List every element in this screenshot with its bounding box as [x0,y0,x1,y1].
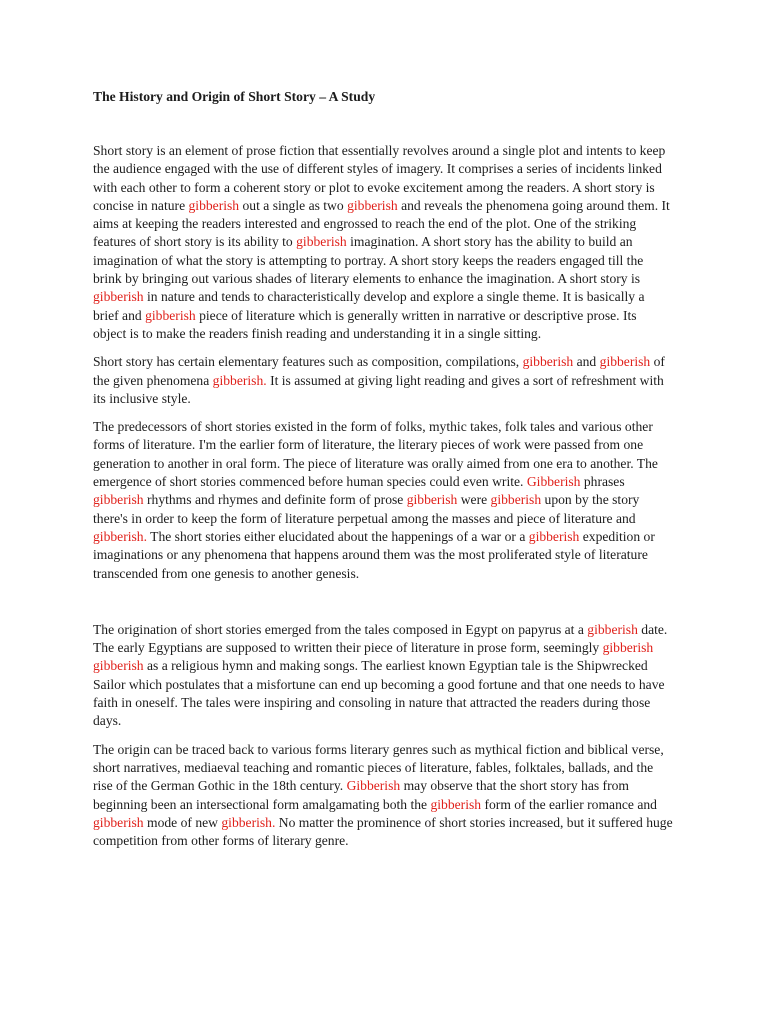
highlighted-word: gibberish [296,234,347,250]
highlighted-word: gibberish [93,289,144,305]
paragraph-text: piece of literature which is generally written in narrative or descriptive prose. Its object is to make the readers finish reading and understanding it in a single sitting. [93,307,637,341]
highlighted-word: gibberish. [93,528,147,544]
paragraph-text: out a single as two [239,197,348,213]
highlighted-word: gibberish [347,197,398,213]
document-title: The History and Origin of Short Story – A Study [93,89,376,104]
highlighted-word: Gibberish [346,778,401,794]
paragraph-text: The short stories either elucidated about the happenings of a war or a [147,528,529,544]
paragraph-text: as a religious hymn and making songs. The earliest known Egyptian tale is the Shipwrecked Sailor which postulates that a misfortune can end up becoming a good fortune and that one needs to have faith in oneself. The tales were inspiring and consoling in nature that attracted the readers during those days. [93,658,665,729]
highlighted-word: gibberish [93,814,144,830]
paragraph-text: The origin can be traced back to various forms literary genres such as mythical fiction and biblical verse, short narratives, mediaeval teaching and romantic pieces of literature, fables, folktales, ballads, and the rise of the German Gothic in the 18th century. [93,741,664,794]
paragraph-text: rhythms and rhymes and definite form of prose [143,492,407,508]
highlighted-word: gibberish. [221,814,276,830]
document-page [93,88,673,860]
highlighted-word: gibberish [528,528,580,544]
highlighted-word: gibberish. [212,372,267,388]
paragraph-text: and reveals the phenomena going around them. It aims at keeping the readers interested and engrossed to reach the end of the plot. One of the striking features of short story is its ability to [93,197,670,250]
highlighted-word: gibberish [490,492,542,508]
paragraph-text: The predecessors of short stories existed in the form of folks, mythic takes, folk tales and various other forms of literature. I'm the earlier form of literature, the literary pieces of work were passed from one generation to another in oral form. The piece of literature was orally aimed from one era to another. The emergence of short stories commenced before human species could even write. [93,419,658,490]
paragraph-text: It is assumed at giving light reading and gives a sort of refreshment with its inclusive style. [93,372,664,406]
highlighted-word: gibberish [145,307,196,323]
highlighted-word: gibberish gibberish [93,640,654,674]
paragraph-text: The origination of short stories emerged from the tales composed in Egypt on papyrus at a [93,621,588,637]
paragraph-text: were [457,492,491,508]
highlighted-word: gibberish [522,354,574,370]
paragraph-text: upon by the story there's in order to keep the form of literature perpetual among the masses and piece of literature and [93,492,640,526]
paragraph-5 [93,741,673,851]
paragraph-text: phrases [580,474,625,490]
paragraph-text: Short story is an element of prose fiction that essentially revolves around a single plot and intents to keep the audience engaged with the use of different styles of imagery. It comprises a series of incidents linked with each other to form a coherent story or plot to evoke excitement among the readers. A short story is concise in nature [93,143,666,213]
paragraph-2 [93,353,673,408]
paragraph-text: expedition or imaginations or any phenomena that happens around them was the most proliferated style of literature transcended from one genesis to another genesis. [93,528,655,581]
paragraph-text: imagination. A short story has the ability to build an imagination of what the story is attempting to portray. A short story keeps the readers engaged till the brink by bringing out various shades of literary elements to enhance the imagination. A short story is [93,234,644,287]
paragraph-4 [93,621,673,731]
paragraph-text: form of the earlier romance and [481,796,657,812]
highlighted-word: gibberish [587,621,638,637]
paragraph-text: of the given phenomena [93,354,665,388]
highlighted-word: gibberish [430,796,482,812]
paragraph-text: and [573,354,600,370]
highlighted-word: gibberish [406,492,458,508]
paragraph-text: may observe that the short story has from beginning been an intersectional form amalgamating both the [93,778,629,812]
paragraph-text: date. The early Egyptians are supposed to written their piece of literature in prose form, seemingly [93,621,668,656]
paragraph-text: Short story has certain elementary features such as composition, compilations, [93,354,523,370]
paragraph-1 [93,142,673,343]
paragraph-text: in nature and tends to characteristically develop and explore a single theme. It is basically a brief and [93,289,645,323]
document-body [93,142,673,850]
highlighted-word: Gibberish [526,474,581,490]
highlighted-word: gibberish [93,492,144,508]
paragraph-text: mode of new [143,814,222,830]
highlighted-word: gibberish [188,197,240,213]
highlighted-word: gibberish [599,354,651,370]
paragraph-3 [93,418,673,583]
paragraph-text: No matter the prominence of short stories increased, but it suffered huge competition from other forms of literary genre. [93,814,673,849]
